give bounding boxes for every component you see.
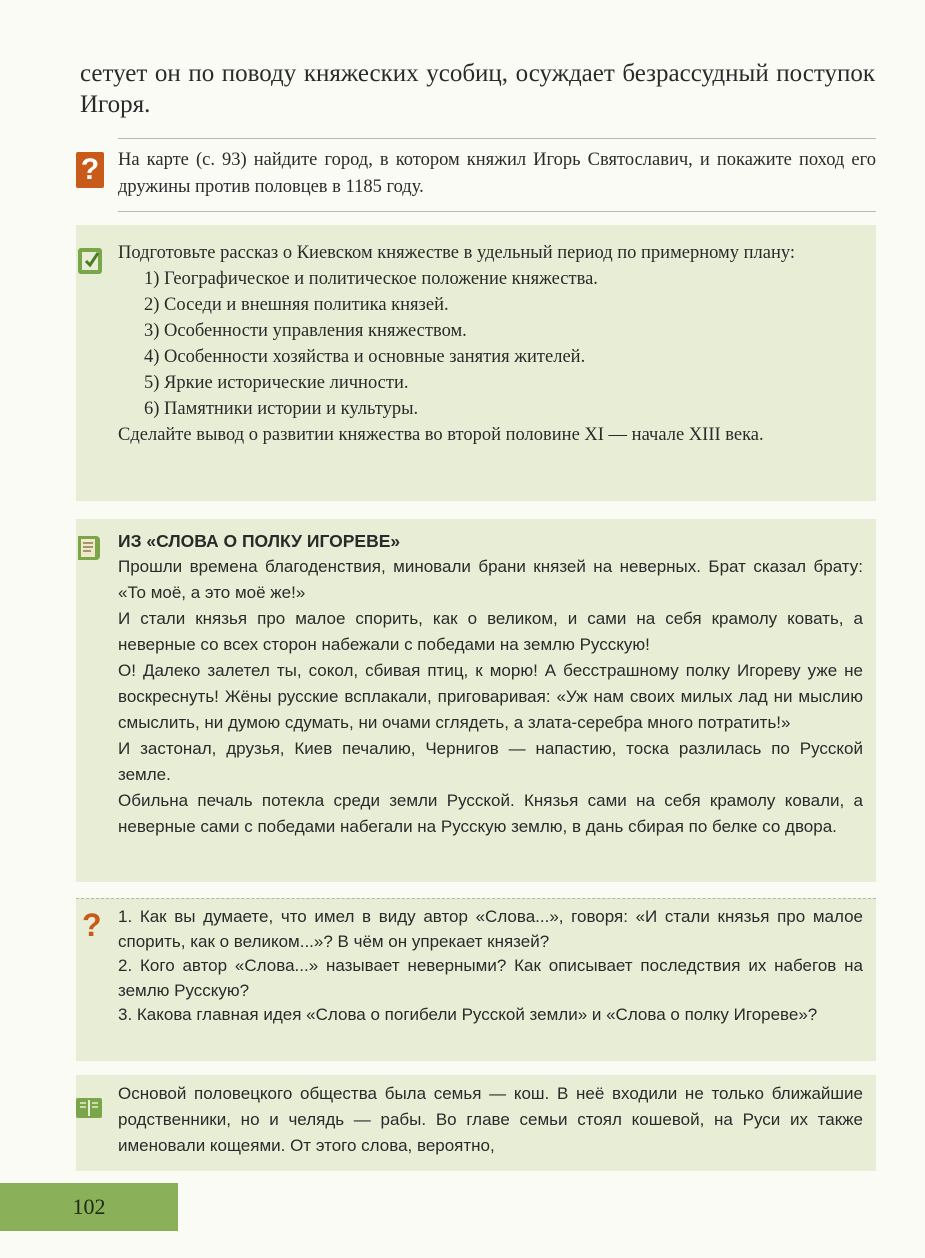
plan-item: 5) Яркие исторические личности. (144, 373, 409, 393)
intro-paragraph: сетует он по поводу княжеских усобиц, осуждает безрассудный поступок Игоря. (80, 60, 875, 118)
source-questions (118, 905, 863, 1028)
plan-conclusion: Сделайте вывод о развитии княжества во второй половине XI — начале XIII века. (118, 425, 764, 445)
source-paragraph: И стали князья про малое спорить, как о великом, и сами на себя крамолу ковать, а неверные со всех сторон набежали с победами на землю Русскую! (118, 609, 863, 654)
plan-item: 3) Особенности управления княжеством. (144, 321, 467, 341)
divider (118, 138, 876, 139)
page-number: 102 (0, 1183, 178, 1231)
plan-intro: Подготовьте рассказ о Киевском княжестве в удельный период по примерному плану: (118, 243, 796, 263)
scroll-icon (72, 530, 106, 564)
divider (118, 211, 876, 212)
map-question: На карте (с. 93) найдите город, в котором княжил Игорь Святославич, и покажите поход его дружины против половцев в 1185 году. (118, 150, 876, 197)
fact-text: Основой половецкого общества была семья — кош. В неё входили не только ближайшие родственники, но и челядь — рабы. Во главе семьи стоял кошевой, на Руси их также именовали кощеями. От этого слова, вероятно, (118, 1084, 863, 1155)
plan-item: 6) Памятники истории и культуры. (144, 399, 419, 419)
source-question: 1. Как вы думаете, что имел в виду автор «Слова...», говоря: «И стали князья про малое спорить, как о великом...»? В чём он упрекает князей? (118, 907, 863, 951)
plan-item: 2) Соседи и внешняя политика князей. (144, 295, 449, 315)
plan-text (118, 240, 863, 448)
question-icon: ? (76, 152, 104, 188)
plan-item: 4) Особенности хозяйства и основные занятия жителей. (144, 347, 586, 367)
task-icon (74, 242, 108, 276)
source-question: 2. Кого автор «Слова...» называет неверными? Как описывает последствия их набегов на землю Русскую? (118, 956, 863, 1000)
source-paragraph: Прошли времена благоденствия, миновали брани князей на неверных. Брат сказал брату: «То моё, а это моё же!» (118, 557, 863, 602)
source-title: ИЗ «СЛОВА О ПОЛКУ ИГОРЕВЕ» (118, 531, 401, 551)
source-paragraph: Обильна печаль потекла среди земли Русской. Князья сами на себя крамолу ковали, а неверные сами с победами набегали на Русскую землю, в дань сбирая по белке со двора. (118, 791, 863, 836)
question-mark-icon: ? (82, 907, 102, 943)
source-question: 3. Какова главная идея «Слова о погибели Русской земли» и «Слова о полку Игореве»? (118, 1005, 818, 1024)
plan-item: 1) Географическое и политическое положение княжества. (144, 269, 598, 289)
source-excerpt (118, 528, 863, 840)
book-icon (72, 1090, 106, 1124)
source-paragraph: И застонал, друзья, Киев печалию, Чернигов — напастию, тоска разлилась по Русской земле. (118, 739, 863, 784)
source-paragraph: О! Далеко залетел ты, сокол, сбивая птиц, к морю! А бесстрашному полку Игореву уже не воскреснуть! Жёны русские всплакали, приговаривая: «Уж нам своих милых лад ни мыслию смыслить, ни думою сдумать, ни очами сглядеть, а злата-серебра много потратить!» (118, 661, 863, 732)
